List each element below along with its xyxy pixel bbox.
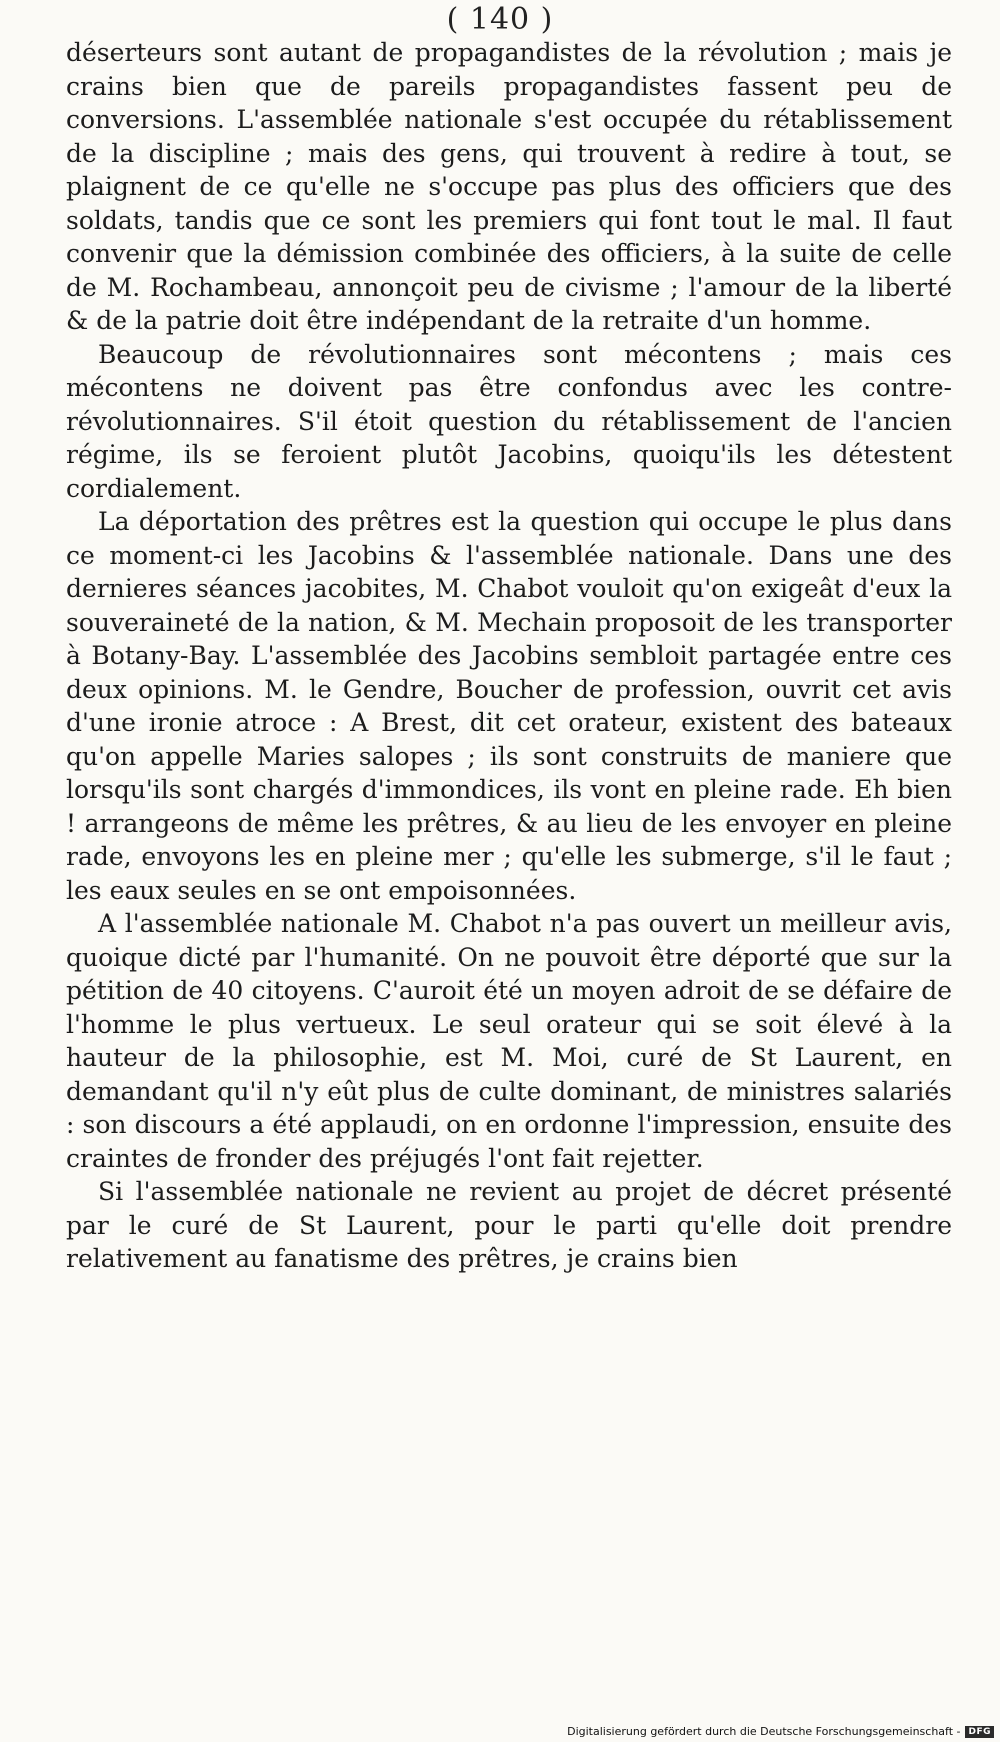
paragraph-3: La déportation des prêtres est la question qui occupe le plus dans ce moment-ci les Jacobins & l'assemblée nationale. Dans une des dernieres séances jacobites, M. Chabot vouloit qu'on exigeât d'eux la souveraineté de la nation, & M. Mechain proposoit de les transporter à Botany-Bay. L'assemblée des Jacobins sembloit partagée entre ces deux opinions. M. le Gendre, Boucher de profession, ouvrit cet avis d'une ironie atroce : A Brest, dit cet orateur, existent des bateaux qu'on appelle Maries salopes ; ils sont construits de maniere que lorsqu'ils sont chargés d'immondices, ils vont en pleine rade. Eh bien ! arrangeons de même les prêtres, & au lieu de les envoyer en pleine rade, envoyons les en pleine mer ; qu'elle les submerge, s'il le faut ; les eaux seules en se ont empoisonnées. bbox=[66, 507, 952, 905]
body-text bbox=[66, 36, 952, 1276]
credit-text: Digitalisierung gefördert durch die Deutsche Forschungsgemeinschaft - bbox=[567, 1725, 961, 1738]
paragraph-2: Beaucoup de révolutionnaires sont mécontens ; mais ces mécontens ne doivent pas être confondus avec les contre-révolutionnaires. S'il étoit question du rétablissement de l'ancien régime, ils se feroient plutôt Jacobins, quoiqu'ils les détestent cordialement. bbox=[66, 339, 952, 503]
digitization-credit bbox=[567, 1725, 994, 1738]
paragraph-5: Si l'assemblée nationale ne revient au projet de décret présenté par le curé de St Laurent, pour le parti qu'elle doit prendre relativement au fanatisme des prêtres, je crains bien bbox=[66, 1177, 952, 1273]
page-number: ( 140 ) bbox=[446, 2, 554, 37]
dfg-logo-icon: DFG bbox=[965, 1726, 994, 1738]
paragraph-1: déserteurs sont autant de propagandistes de la révolution ; mais je crains bien que de pareils propagandistes fassent peu de conversions. L'assemblée nationale s'est occupée du rétablissement de la discipline ; mais des gens, qui trouvent à redire à tout, se plaignent de ce qu'elle ne s'occupe pas plus des officiers que des soldats, tandis que ce sont les premiers qui font tout le mal. Il faut convenir que la démission combinée des officiers, à la suite de celle de M. Rochambeau, annonçoit peu de civisme ; l'amour de la liberté & de la patrie doit être indépendant de la retraite d'un homme. bbox=[66, 38, 952, 335]
paragraph-4: A l'assemblée nationale M. Chabot n'a pas ouvert un meilleur avis, quoique dicté par l'humanité. On ne pouvoit être déporté que sur la pétition de 40 citoyens. C'auroit été un moyen adroit de se défaire de l'homme le plus vertueux. Le seul orateur qui se soit élevé à la hauteur de la philosophie, est M. Moi, curé de St Laurent, en demandant qu'il n'y eût plus de culte dominant, de ministres salariés : son discours a été applaudi, on en ordonne l'impression, ensuite des craintes de fronder des préjugés l'ont fait rejetter. bbox=[66, 909, 952, 1173]
